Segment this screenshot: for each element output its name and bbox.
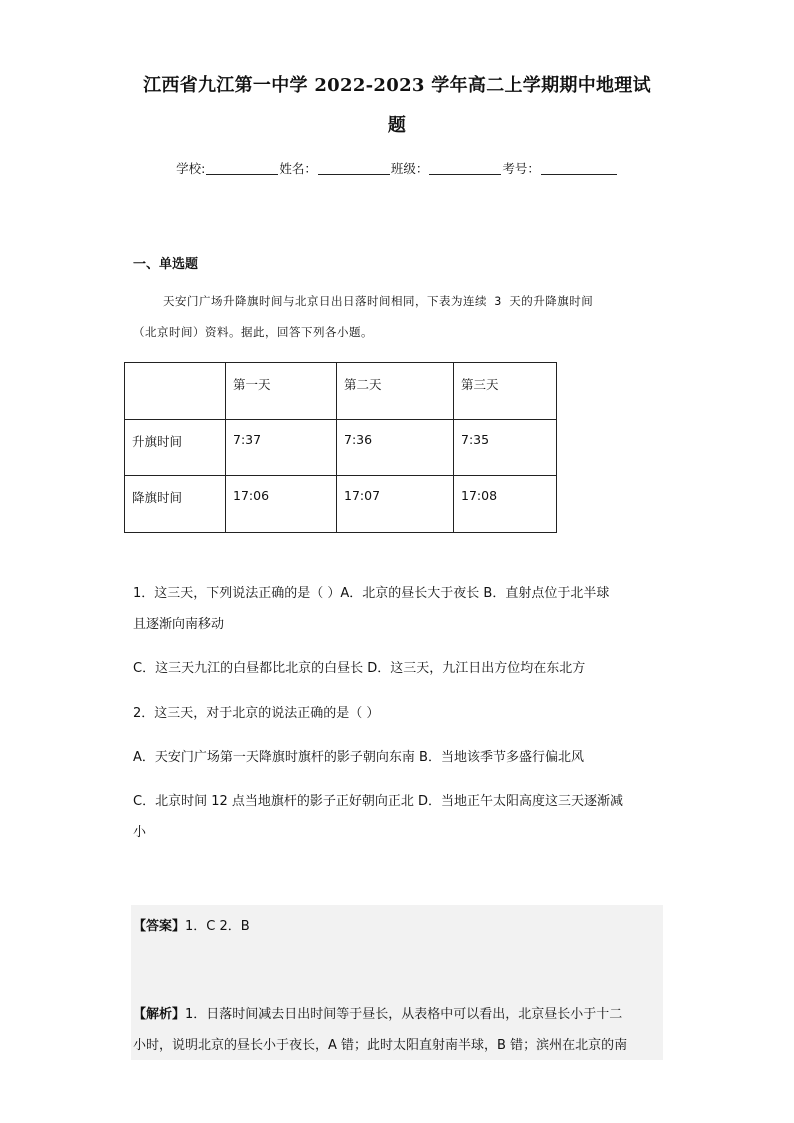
school-label: 学校:	[176, 161, 206, 176]
table-cell: 7:37	[226, 420, 337, 476]
answer-tag: 【答案】	[133, 919, 186, 934]
table-header-cell: 第三天	[454, 363, 557, 420]
table-cell: 17:08	[454, 476, 557, 533]
table-header-cell	[125, 363, 226, 420]
class-label: 班级：	[390, 161, 429, 176]
table-header-cell: 第一天	[226, 363, 337, 420]
answer-text: 1．C 2．B	[185, 919, 250, 934]
table-cell: 降旗时间	[125, 476, 226, 533]
analysis-text-1: 1．日落时间减去日出时间等于昼长，从表格中可以看出，北京昼长小于十二	[185, 1007, 623, 1022]
question-2-stem: 2．这三天，对于北京的说法正确的是（ ）	[133, 706, 380, 721]
analysis-line1	[133, 1003, 622, 1022]
analysis-line2: 小时，说明北京的昼长小于夜长，A 错；此时太阳直射南半球，B 错；滨州在北京的南	[133, 1038, 628, 1053]
table-cell: 7:36	[337, 420, 454, 476]
name-blank[interactable]	[318, 162, 390, 175]
number-blank[interactable]	[541, 162, 617, 175]
table-header-row	[125, 363, 557, 420]
school-blank[interactable]	[206, 162, 278, 175]
question-2-options-cd-line1: C．北京时间 12 点当地旗杆的影子正好朝向正北 D．当地正午太阳高度这三天逐渐减	[133, 794, 624, 809]
question-1-options-cd: C．这三天九江的白昼都比北京的白昼长 D．这三天，九江日出方位均在东北方	[133, 661, 586, 676]
answer-line	[133, 915, 250, 934]
table-header-cell: 第二天	[337, 363, 454, 420]
table-row	[125, 476, 557, 533]
page-title-line1: 江西省九江第一中学 2022-2023 学年高二上学期期中地理试	[143, 75, 651, 96]
section-title: 一、单选题	[133, 257, 199, 272]
student-info-row	[0, 159, 794, 177]
table-row	[125, 420, 557, 476]
question-2-options-ab: A．天安门广场第一天降旗时旗杆的影子朝向东南 B．当地该季节多盛行偏北风	[133, 750, 584, 765]
table-cell: 7:35	[454, 420, 557, 476]
flag-time-table	[124, 362, 557, 533]
name-label: 姓名：	[279, 161, 317, 176]
intro-line2: （北京时间）资料。据此，回答下列各小题。	[133, 325, 373, 339]
table-cell: 17:07	[337, 476, 454, 533]
question-1-line1: 1．这三天，下列说法正确的是（ ）A．北京的昼长大于夜长 B．直射点位于北半球	[133, 586, 610, 601]
table-cell: 17:06	[226, 476, 337, 533]
number-label: 考号：	[502, 161, 540, 176]
question-1-line2: 且逐渐向南移动	[133, 617, 225, 632]
table-cell: 升旗时间	[125, 420, 226, 476]
question-2-options-cd-line2: 小	[133, 825, 147, 840]
class-blank[interactable]	[429, 162, 501, 175]
page-title-line2: 题	[387, 115, 407, 136]
analysis-tag: 【解析】	[133, 1007, 186, 1022]
intro-line1: 天安门广场升降旗时间与北京日出日落时间相同，下表为连续 3 天的升降旗时间	[163, 294, 594, 308]
